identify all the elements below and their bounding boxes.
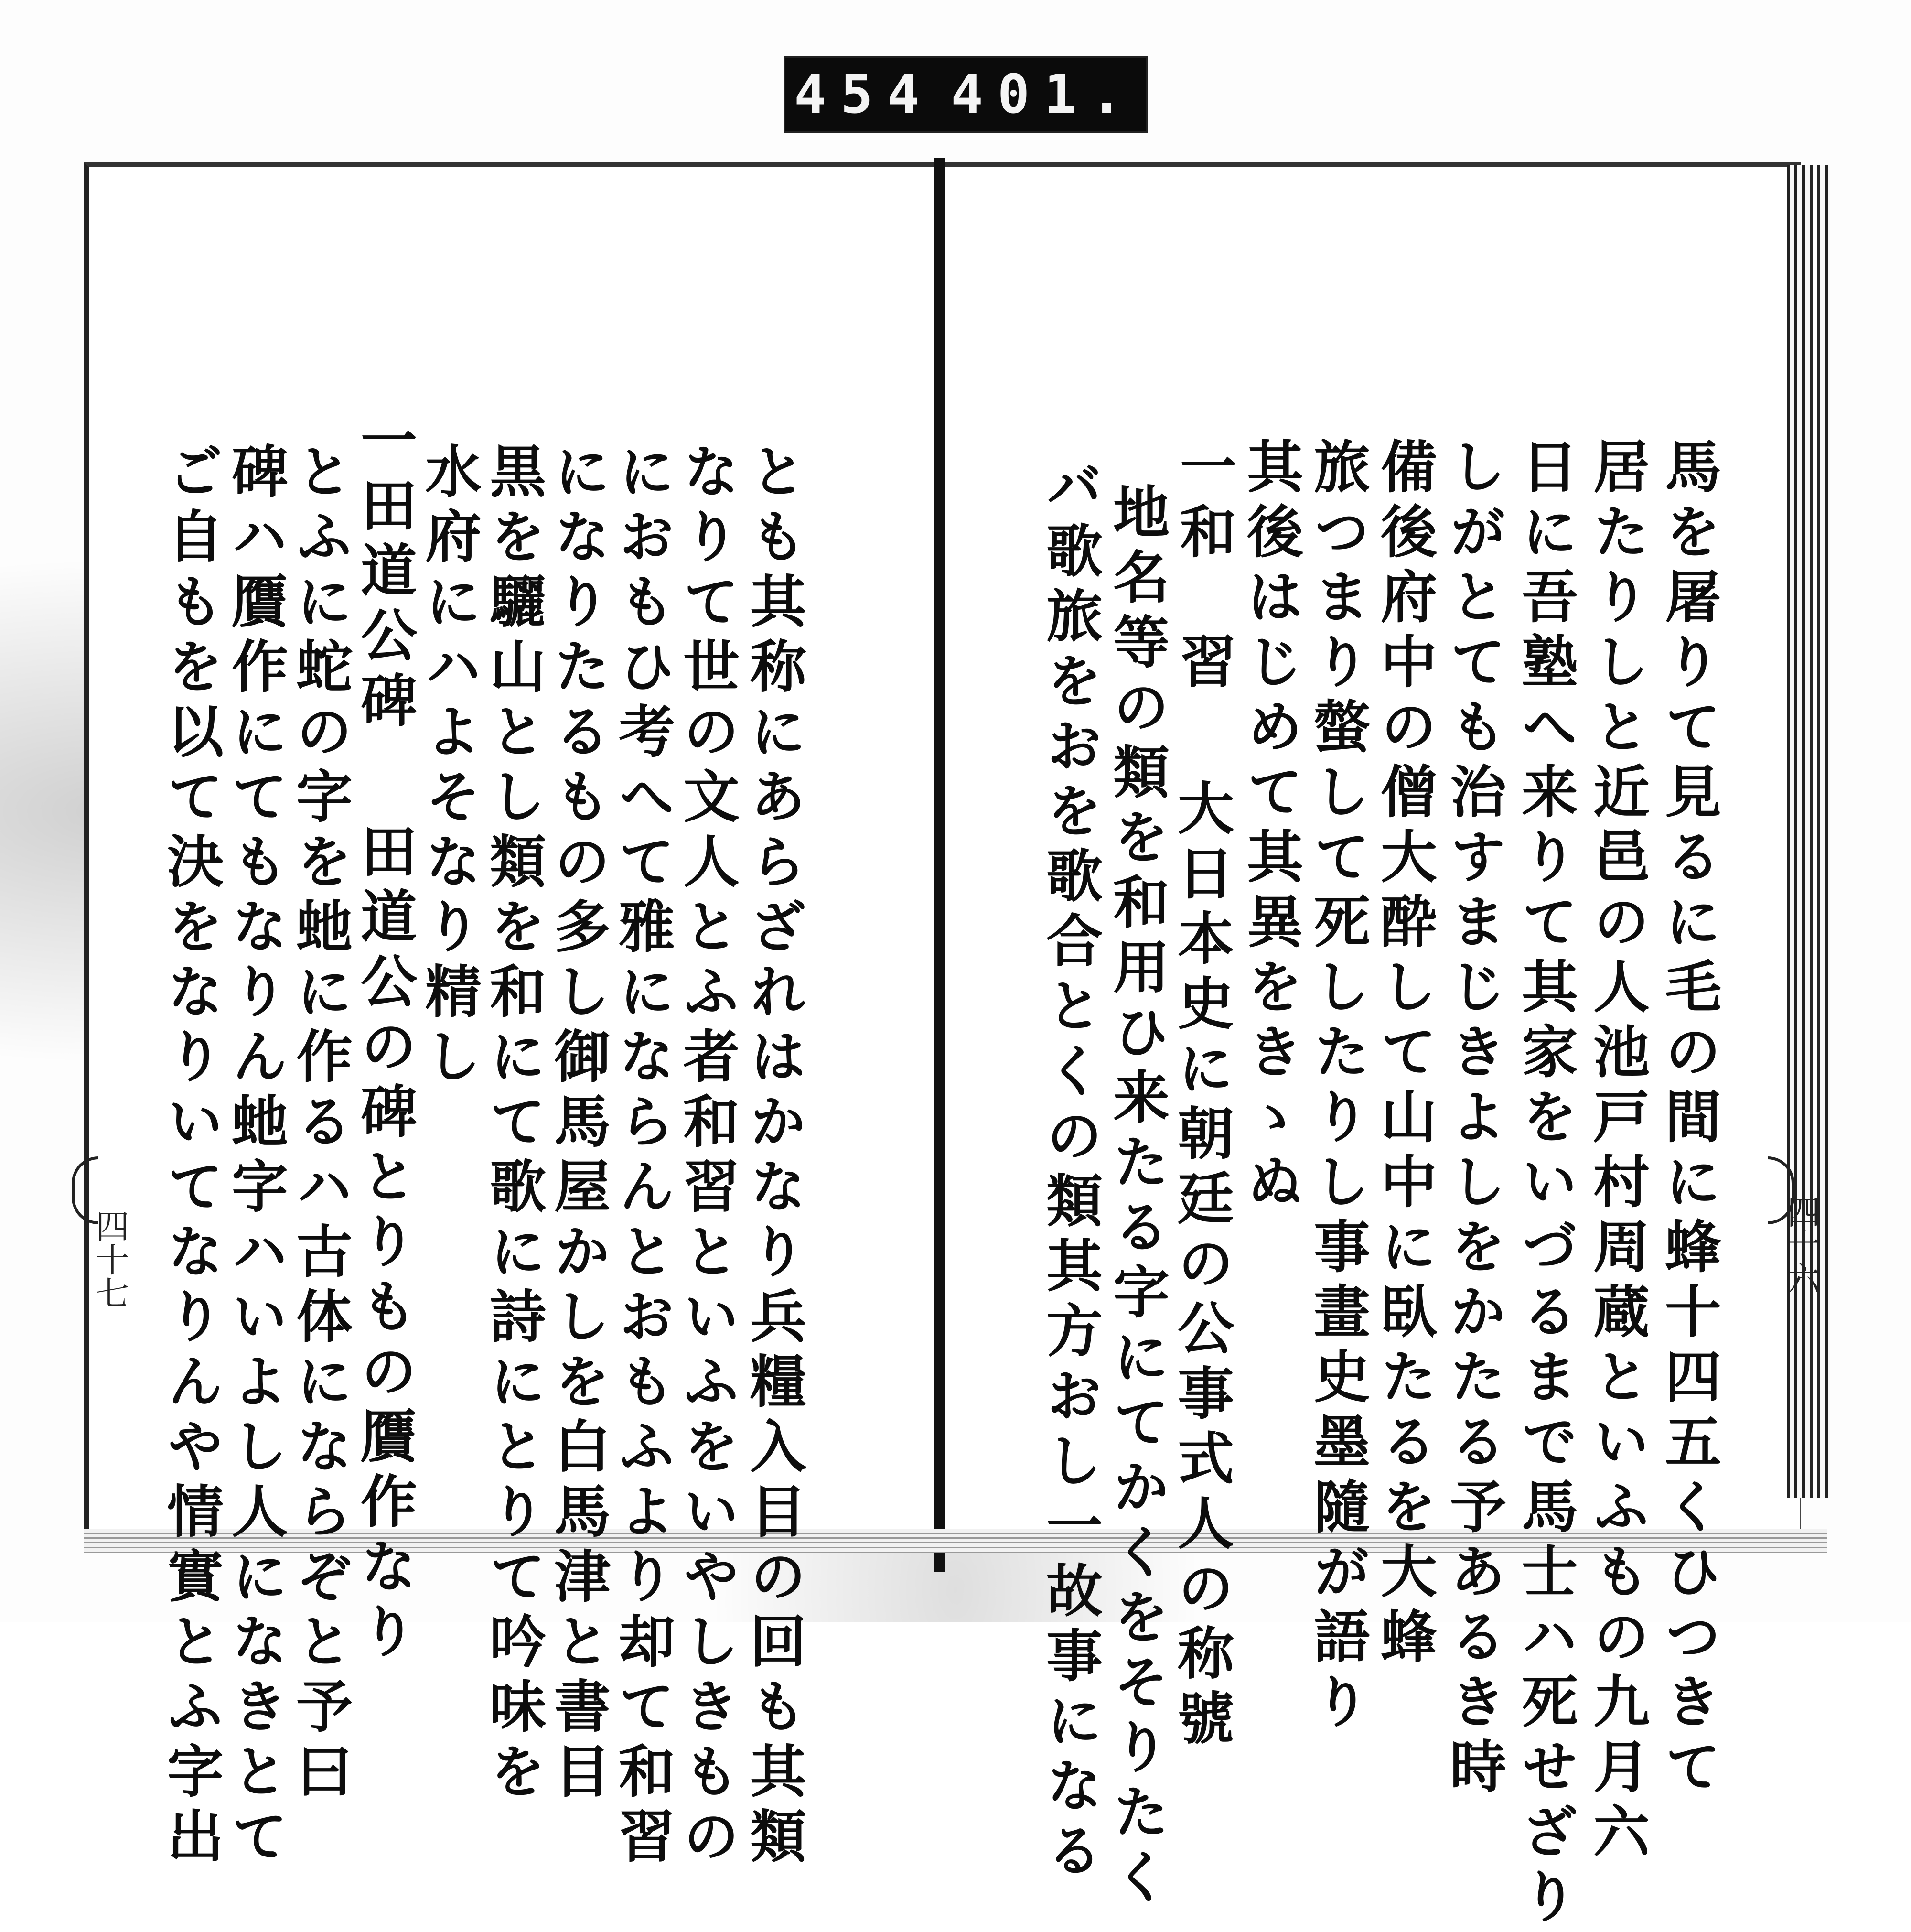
right-col-7: 其後はじめて其異をきゝぬ xyxy=(1237,437,1304,1217)
archive-label-plate xyxy=(784,56,1148,133)
left-heading-dendo: 一田道公碑 xyxy=(351,411,418,736)
right-heading-wago: 一和 習 xyxy=(1170,437,1237,697)
right-col-6: 旅つまり螫して死したりし事畫史墨隨が語り xyxy=(1304,437,1371,1737)
right-col-5: 備後府中の僧大酔して山中に臥たるを大蜂 xyxy=(1371,437,1438,1672)
book-gutter xyxy=(934,158,945,1572)
label-number-right: 401. xyxy=(951,64,1137,126)
right-col-1: 馬を屠りて見るに毛の間に蜂十四五くひつきて xyxy=(1655,437,1722,1802)
left-col-8: 碑ハ贋作にてもなりん虵字ハいよし人になきとて xyxy=(222,442,289,1872)
right-col-2: 居たりしと近邑の人池戸村周蔵といふもの九月六 xyxy=(1584,437,1650,1867)
right-subcolumn: 大日本史に朝廷の公事式人の称號 xyxy=(1168,779,1235,1754)
left-col-6: 水府にハよそなり精し xyxy=(416,442,482,1092)
right-col-4: しがとても治すまじきよしをかたる予あるき時 xyxy=(1440,437,1507,1802)
left-subcolumn: 田道公の碑とりもの贋作なり xyxy=(351,822,418,1667)
left-col-1: とも其称にあらざれはかなり兵糧入目の回も其類 xyxy=(741,442,807,1872)
right-col-8: 地名等の類を和用ひ来たる字にてかくをそりたく xyxy=(1104,483,1170,1912)
page-number-right: 四十六 xyxy=(1782,1195,1821,1295)
label-number-left: 454 xyxy=(794,64,934,126)
left-col-5: 黒を驪山とし類を和にて歌に詩にとりて吟味を xyxy=(480,442,547,1807)
right-col-3: 日に吾塾へ来りて其家をいづるまで馬士ハ死せざり xyxy=(1512,437,1578,1932)
left-col-7: とふに蛇の字を虵に作るハ古体にならぞと予曰 xyxy=(287,442,353,1807)
left-col-2: なりて世の文人とふ者和習といふをいやしきもの xyxy=(674,442,740,1872)
page-number-left: 四十七 xyxy=(90,1209,129,1309)
left-col-3: におもひ考へて雅にならんとおもふより却て和習 xyxy=(609,442,676,1872)
right-col-9: バ歌旅をおを歌合とくの類其方おし一故事になる xyxy=(1037,456,1103,1886)
page-edges xyxy=(1787,165,1830,1498)
left-col-9: ご自もを以て決をなりいてなりんや情實とふ字出 xyxy=(158,442,224,1872)
left-col-4: になりたるもの多し御馬屋かしを白馬津と書目 xyxy=(545,442,611,1807)
